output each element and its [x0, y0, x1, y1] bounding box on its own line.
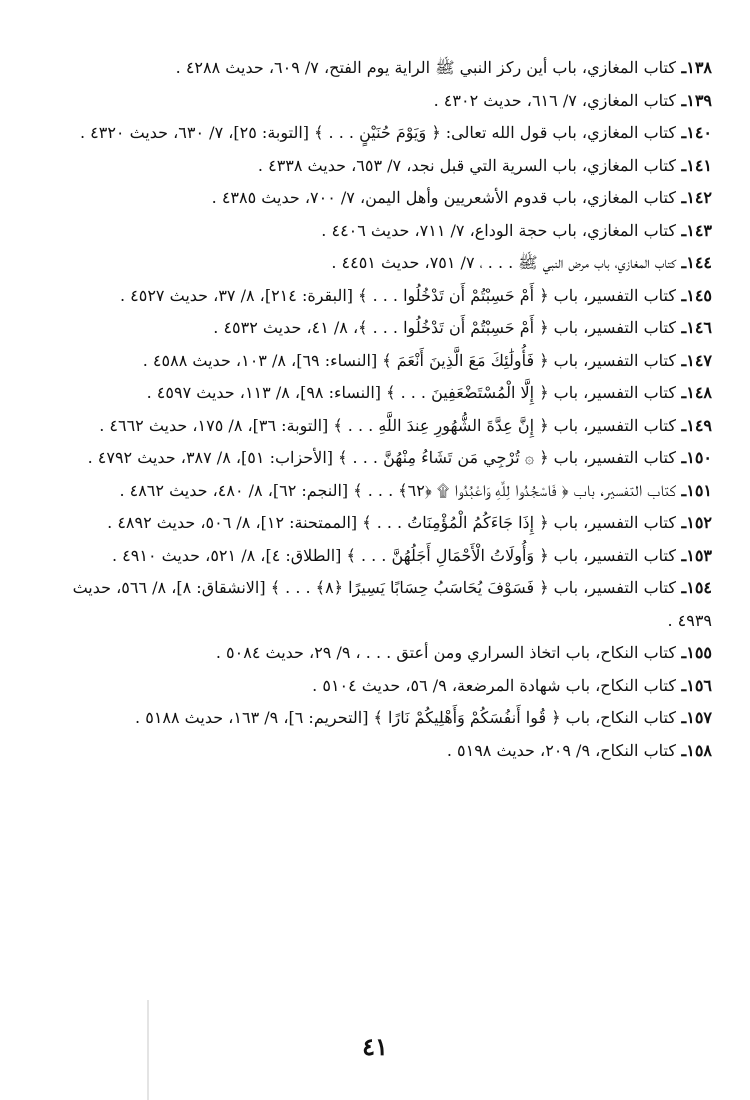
entry-text: كتاب التفسير، باب ﴿ أَمْ حَسِبْتُمْ أَن تَدْخُلُوا . . . ﴾ [البقرة: ٢١٤]، ٨/ ٣٧، حديث ٤٥٢٧ . [119, 285, 676, 305]
entry-155 [40, 637, 712, 670]
entry-157 [40, 702, 712, 735]
entry-144 [40, 247, 712, 280]
page-number: ٤١ [362, 1032, 388, 1061]
entry-text: كتاب التفسير، باب ﴿ إِنَّ عِدَّةَ الشُّهُورِ عِندَ اللَّهِ . . . ﴾ [التوبة: ٣٦]، ٨/ ١٧٥، حديث ٤٦٦٢ . [99, 415, 676, 435]
entry-number: ١٤٠ـ [681, 123, 712, 142]
entry-140 [40, 117, 712, 150]
entry-text: كتاب التفسير، باب ﴿ فَاسْجُدُوا لِلَّهِ وَاعْبُدُوا ۩ ﴿٦٢﴾ . . . ﴾ [النجم: ٦٢]، ٨/ ٤٨٠، حديث ٤٨٦٢ . [119, 480, 676, 500]
entry-number: ١٥٤ـ [681, 578, 712, 597]
entry-151 [40, 475, 712, 508]
entry-text: كتاب المغازي، باب السرية التي قبل نجد، ٧/ ٦٥٣، حديث ٤٣٣٨ . [257, 155, 676, 175]
entry-text: كتاب المغازي، باب حجة الوداع، ٧/ ٧١١، حديث ٤٤٠٦ . [321, 220, 676, 240]
entry-145 [40, 280, 712, 313]
entry-text: كتاب المغازي، باب مرض النبي ﷺ . . . ، ٧/ ٧٥١، حديث ٤٤٥١ . [331, 253, 676, 272]
entry-149 [40, 410, 712, 443]
entry-text: كتاب النكاح، باب شهادة المرضعة، ٩/ ٥٦، حديث ٥١٠٤ . [312, 675, 676, 695]
entry-number: ١٤٦ـ [681, 318, 712, 337]
entry-number: ١٣٨ـ [681, 58, 712, 77]
entry-number: ١٤٩ـ [681, 415, 712, 435]
entry-142 [40, 182, 712, 215]
hadith-reference-list [40, 52, 712, 767]
entry-141 [40, 150, 712, 183]
entry-text: كتاب النكاح، باب اتخاذ السراري ومن أعتق . . . ، ٩/ ٢٩، حديث ٥٠٨٤ . [215, 643, 676, 662]
entry-text: كتاب التفسير، باب ﴿ إِذَا جَاءَكُمُ الْمُؤْمِنَاتُ . . . ﴾ [الممتحنة: ١٢]، ٨/ ٥٠٦، حديث ٤٨٩٢ . [107, 513, 676, 532]
entry-number: ١٥٧ـ [681, 708, 712, 727]
entry-158 [40, 735, 712, 768]
entry-text: كتاب التفسير، باب ﴿ فَأُولَٰئِكَ مَعَ الَّذِينَ أَنْعَمَ ﴾ [النساء: ٦٩]، ٨/ ١٠٣، حديث ٤٥٨٨ . [142, 350, 676, 370]
entry-number: ١٤١ـ [681, 155, 712, 175]
entry-number: ١٤٥ـ [681, 285, 712, 305]
entry-text: كتاب النكاح، ٩/ ٢٠٩، حديث ٥١٩٨ . [446, 740, 676, 760]
entry-number: ١٥٦ـ [681, 675, 712, 695]
entry-number: ١٥٠ـ [681, 448, 712, 467]
entry-text: كتاب التفسير، باب ﴿ أَمْ حَسِبْتُمْ أَن تَدْخُلُوا . . . ﴾، ٨/ ٤١، حديث ٤٥٣٢ . [213, 318, 676, 337]
entry-number: ١٤٢ـ [681, 188, 712, 207]
entry-number: ١٤٤ـ [681, 253, 712, 272]
entry-156 [40, 670, 712, 703]
entry-number: ١٤٣ـ [681, 220, 712, 240]
entry-154 [40, 572, 712, 637]
entry-text: كتاب المغازي، باب أين ركز النبي ﷺ الراية يوم الفتح، ٧/ ٦٠٩، حديث ٤٢٨٨ . [175, 58, 676, 77]
entry-138 [40, 52, 712, 85]
entry-number: ١٥٨ـ [681, 740, 712, 760]
entry-text: كتاب التفسير، باب ﴿ وَأُولَاتُ الْأَحْمَالِ أَجَلُهُنَّ . . . ﴾ [الطلاق: ٤]، ٨/ ٥٢١، حديث ٤٩١٠ . [111, 545, 676, 565]
entry-text: كتاب المغازي، باب قول الله تعالى: ﴿ وَيَوْمَ حُنَيْنٍ . . . ﴾ [التوبة: ٢٥]، ٧/ ٦٣٠، حديث ٤٣٢٠ . [79, 123, 676, 142]
entry-150 [40, 442, 712, 475]
entry-152 [40, 507, 712, 540]
entry-146 [40, 312, 712, 345]
entry-number: ١٣٩ـ [681, 90, 712, 110]
entry-number: ١٤٨ـ [681, 383, 712, 402]
entry-text: كتاب التفسير، باب ﴿ إِلَّا الْمُسْتَضْعَفِينَ . . . ﴾ [النساء: ٩٨]، ٨/ ١١٣، حديث ٤٥٩٧ . [146, 383, 676, 402]
entry-153 [40, 540, 712, 573]
entry-text: كتاب المغازي، ٧/ ٦١٦، حديث ٤٣٠٢ . [433, 90, 676, 110]
entry-number: ١٥٢ـ [681, 513, 712, 532]
entry-148 [40, 377, 712, 410]
entry-147 [40, 345, 712, 378]
entry-text: كتاب المغازي، باب قدوم الأشعريين وأهل اليمن، ٧/ ٧٠٠، حديث ٤٣٨٥ . [211, 188, 676, 207]
entry-139 [40, 85, 712, 118]
entry-text: كتاب النكاح، باب ﴿ قُوا أَنفُسَكُمْ وَأَهْلِيكُمْ نَارًا ﴾ [التحريم: ٦]، ٩/ ١٦٣، حديث ٥١٨٨ . [135, 708, 676, 727]
entry-text: كتاب التفسير، باب ﴿ فَسَوْفَ يُحَاسَبُ حِسَابًا يَسِيرًا ﴿٨﴾ . . . ﴾ [الانشقاق: ٨]، ٨/ ٥٦٦، حديث ٤٩٣٩ . [72, 578, 712, 630]
entry-number: ١٥١ـ [681, 480, 712, 500]
entry-number: ١٥٥ـ [681, 643, 712, 662]
entry-number: ١٥٣ـ [681, 545, 712, 565]
entry-143 [40, 215, 712, 248]
entry-number: ١٤٧ـ [681, 350, 712, 370]
entry-text: كتاب التفسير، باب ﴿ ۞ تُرْجِي مَن تَشَاءُ مِنْهُنَّ . . . ﴾ [الأحزاب: ٥١]، ٨/ ٣٨٧، حديث ٤٧٩٢ . [87, 448, 676, 467]
